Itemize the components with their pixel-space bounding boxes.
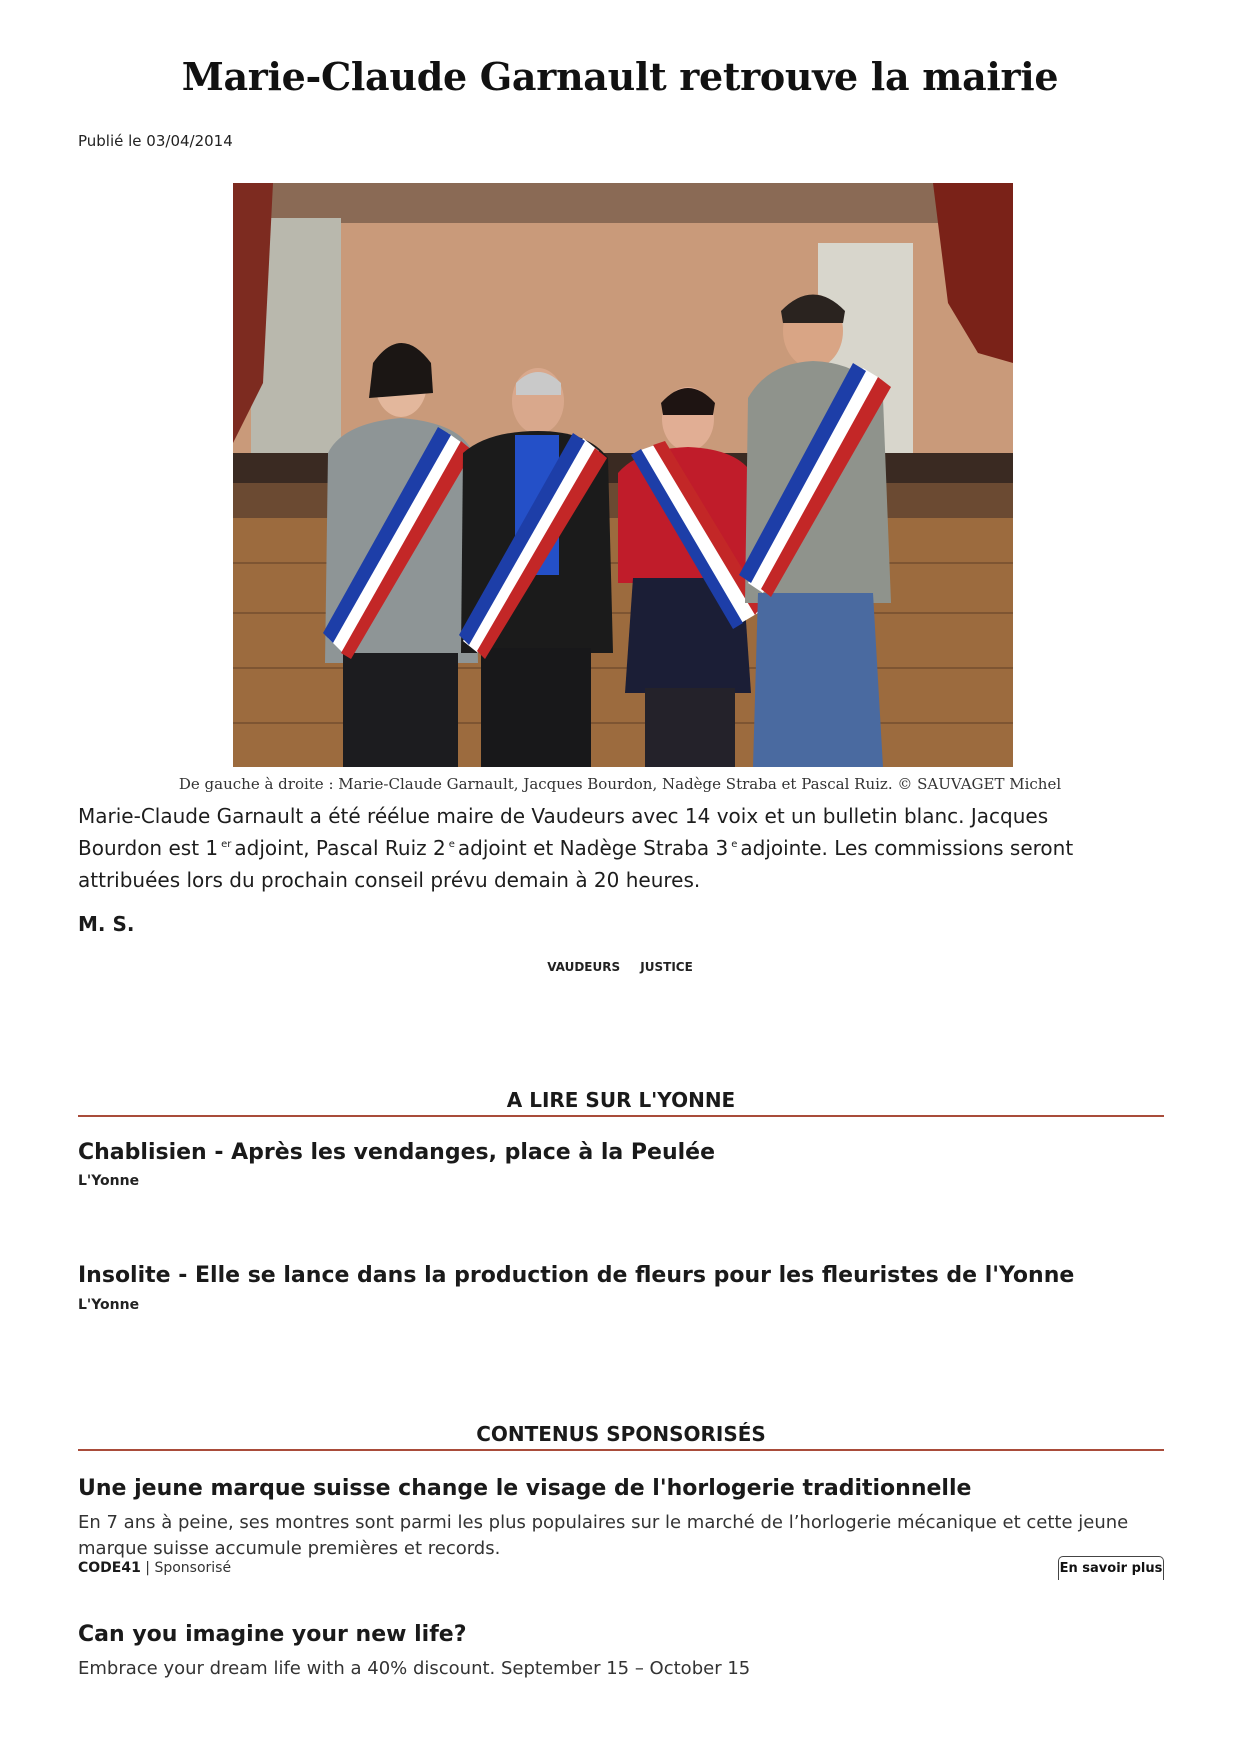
sponsored-description: En 7 ans à peine, ses montres sont parmi les plus populaires sur le marché de l’horlogerie mécanique et cette jeune marque suisse accumule premières et records.	[78, 1512, 1129, 1559]
tag-link[interactable]: JUSTICE	[640, 960, 693, 974]
learn-more-button[interactable]: En savoir plus	[1058, 1556, 1164, 1580]
body-sup-1: er	[221, 839, 232, 851]
body-sup-2: e	[448, 839, 455, 851]
body-text-1: Marie-Claude Garnault a été réélue maire de Vaudeurs avec 14 voix et un bulletin blanc. Jacques Bourdon est 1	[78, 804, 1049, 860]
sponsored-link[interactable]: Une jeune marque suisse change le visage de l'horlogerie traditionnelle	[78, 1476, 972, 1501]
section-divider	[78, 1449, 1164, 1451]
read-more-heading: A LIRE SUR L'YONNE	[506, 1088, 736, 1112]
publish-date: Publié le 03/04/2014	[78, 132, 233, 150]
photo-caption: De gauche à droite : Marie-Claude Garnault, Jacques Bourdon, Nadège Straba et Pascal Ruiz. © SAUVAGET Michel	[178, 775, 1062, 793]
article-photo	[233, 183, 1013, 767]
article-body	[78, 800, 1138, 896]
section-divider	[78, 1115, 1164, 1117]
sponsored-label: | Sponsorisé	[145, 1560, 232, 1576]
body-text-4: adjointe. Les commissions seront attribuées lors du prochain conseil prévu demain à 20 heures.	[78, 836, 1074, 892]
body-sup-3: e	[731, 839, 738, 851]
sponsored-meta	[78, 1560, 231, 1576]
article-source: L'Yonne	[78, 1297, 140, 1313]
body-text-2: adjoint, Pascal Ruiz 2	[234, 836, 446, 860]
read-more-link[interactable]: Chablisien - Après les vendanges, place à la Peulée	[78, 1140, 716, 1165]
sponsored-link[interactable]: Can you imagine your new life?	[78, 1622, 467, 1647]
sponsored-description: Embrace your dream life with a 40% discount. September 15 – October 15	[78, 1658, 751, 1679]
tag-list	[0, 960, 1240, 974]
sponsored-heading: CONTENUS SPONSORISÉS	[476, 1422, 766, 1446]
article-source: L'Yonne	[78, 1173, 140, 1189]
read-more-link[interactable]: Insolite - Elle se lance dans la production de fleurs pour les fleuristes de l'Yonne	[78, 1263, 1075, 1288]
article-author: M. S.	[78, 912, 135, 936]
body-text-3: adjoint et Nadège Straba 3	[457, 836, 729, 860]
sponsor-brand: CODE41	[78, 1560, 141, 1576]
tag-link[interactable]: VAUDEURS	[547, 960, 621, 974]
article-title: Marie-Claude Garnault retrouve la mairie	[181, 54, 1059, 99]
